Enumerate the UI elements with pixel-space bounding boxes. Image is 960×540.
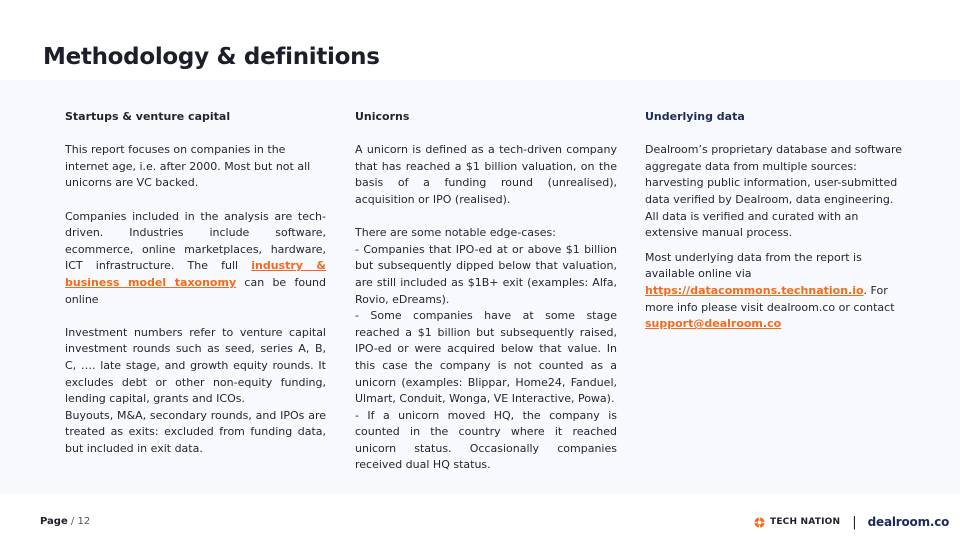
unicorns-paragraph-5: - If a unicorn moved HQ, the company is counted in the country where it reached unicorn status. Occasionally companies received dual HQ status. [355, 408, 617, 472]
startups-paragraph-2 [65, 209, 326, 309]
column-startups [65, 109, 326, 457]
startups-paragraph-1: This report focuses on companies in the internet age, i.e. after 2000. Most but not all unicorns are VC backed. [65, 143, 311, 190]
column-unicorns [355, 109, 617, 474]
page-number-value: 12 [77, 516, 91, 527]
unicorns-paragraph-1: A unicorn is defined as a tech-driven company that has reached a $1 billion valuation, on the basis of a funding round (unrealised), acquisition or IPO (realised). [355, 143, 617, 206]
data-paragraph-2 [645, 250, 908, 333]
unicorns-paragraph-4: - Some companies have at some stage reached a $1 billion but subsequently raised, IPO-ed or were acquired below that value. In this case the company is not counted as a unicorn (examples: Blippar, Home24, Fanduel, Ulmart, Conduit, Wonga, VE Interactive, Powa). [355, 309, 617, 406]
page-separator: / [67, 516, 78, 527]
logo-divider: | [852, 514, 857, 530]
tech-nation-logo: TECH NATION [770, 517, 841, 527]
page-label: Page [40, 516, 68, 527]
data-p2-text-mid: . For more info please visit dealroom.co or contact [645, 283, 895, 314]
startups-paragraph-3: Investment numbers refer to venture capital investment rounds such as seed, series A, B, C, …. late stage, and growth equity rounds. It excludes debt or other non-equity funding, lending capital, grants and ICOs. [65, 325, 326, 406]
startups-heading: Startups & venture capital [65, 110, 231, 123]
support-email-link[interactable]: support@dealroom.co [645, 317, 782, 331]
unicorns-heading: Unicorns [355, 110, 410, 123]
taxonomy-link[interactable]: industry & business model taxonomy [65, 259, 326, 289]
data-paragraph-1: Dealroom’s proprietary database and software aggregate data from multiple sources: harvesting public information, user-submitted data verified by Dealroom, data engineering. All data is verified and curated with an extensive manual process. [645, 143, 903, 240]
page-number [40, 516, 90, 527]
footer-logos [754, 512, 949, 532]
unicorns-paragraph-2: There are some notable edge-cases: [355, 226, 556, 240]
page-title: Methodology & definitions [43, 44, 380, 70]
startups-paragraph-4: Buyouts, M&A, secondary rounds, and IPOs are treated as exits: excluded from funding data, but included in exit data. [65, 408, 326, 455]
data-heading: Underlying data [645, 110, 745, 123]
unicorns-paragraph-3: - Companies that IPO-ed at or above $1 billion but subsequently dipped below that valuation, are still included as $1B+ exit (examples: Alfa, Rovio, eDreams). [355, 242, 617, 306]
datacommons-link[interactable]: https://datacommons.technation.io [645, 283, 864, 297]
startups-p2-text: Companies included in the analysis are tech-driven. Industries include software, ecommerce, online marketplaces, hardware, ICT infrastructure. The full [65, 209, 326, 273]
data-p2-text: Most underlying data from the report is available online via [645, 250, 862, 281]
tech-nation-logo-icon [754, 517, 765, 528]
startups-p2-text-end: can be found online [65, 275, 327, 306]
dealroom-logo: dealroom.co [867, 515, 950, 529]
column-underlying-data [645, 109, 908, 333]
